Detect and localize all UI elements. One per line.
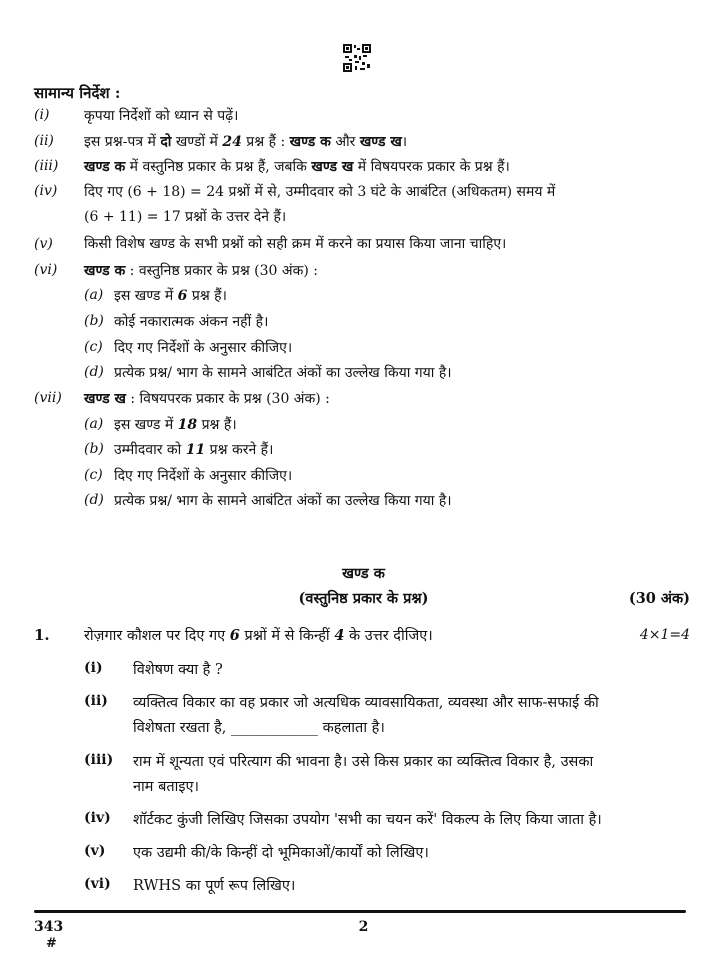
paper-code: 343 [34,919,64,935]
hash-mark: # [46,936,57,951]
instruction-num: (i) [34,107,50,123]
part-number: (vi) [84,876,111,892]
sub-text: उम्मीदवार को 11 प्रश्न करने हैं। [114,442,274,458]
sub-text: दिए गए निर्देशों के अनुसार कीजिए। [114,468,293,484]
sub-text: दिए गए निर्देशों के अनुसार कीजिए। [114,340,293,356]
sub-num: (c) [84,339,103,355]
sub-num: (d) [84,364,104,380]
sub-text: इस खण्ड में 6 प्रश्न हैं। [114,288,227,304]
part-number: (v) [84,843,106,859]
part-number: (i) [84,660,103,676]
part-text: शॉर्टकट कुंजी लिखिए जिसका उपयोग 'सभी का चयन करें' विकल्प के लिए किया जाता है। [133,812,602,828]
instruction-num: (iv) [34,183,58,199]
section-subtitle: (वस्तुनिष्ठ प्रकार के प्रश्न) [298,590,429,607]
sub-num: (b) [84,313,104,329]
sub-text: प्रत्येक प्रश्न/ भाग के सामने आबंटित अंकों का उल्लेख किया गया है। [114,365,452,381]
part-text: नाम बताइए। [133,779,200,795]
instruction-text: खण्ड क में वस्तुनिष्ठ प्रकार के प्रश्न हैं, जबकि खण्ड ख में विषयपरक प्रकार के प्रश्न हैं। [84,159,510,175]
instruction-num: (vii) [34,390,62,406]
question-text: रोज़गार कौशल पर दिए गए 6 प्रश्नों में से किन्हीं 4 के उत्तर दीजिए। [84,627,433,644]
instruction-num: (iii) [34,158,59,174]
sub-text: प्रत्येक प्रश्न/ भाग के सामने आबंटित अंकों का उल्लेख किया गया है। [114,493,452,509]
sub-text: कोई नकारात्मक अंकन नहीं है। [114,314,269,330]
part-text: व्यक्तित्व विकार का वह प्रकार जो अत्यधिक व्यावसायिकता, व्यवस्था और साफ-सफाई की [133,695,599,711]
qr-code-image [343,44,371,72]
part-text: विशेषता रखता है, ____________ कहलाता है। [133,720,385,736]
part-text: एक उद्यमी की/के किन्हीं दो भूमिकाओं/कार्यों को लिखिए। [133,845,429,861]
instruction-num: (ii) [34,133,54,149]
footer-rule [34,910,686,913]
part-text: राम में शून्यता एवं परित्याग की भावना है। उसे किस प्रकार का व्यक्तित्व विकार है, उसका [133,754,594,770]
question-marks: 4×1=4 [639,627,690,643]
sub-text: इस खण्ड में 18 प्रश्न हैं। [114,417,237,433]
sub-num: (d) [84,492,104,508]
part-text: विशेषण क्या है ? [133,662,223,678]
sub-num: (c) [84,467,103,483]
instruction-num: (v) [34,236,53,252]
section-title: खण्ड क [342,565,385,582]
instruction-text: खण्ड ख : विषयपरक प्रकार के प्रश्न (30 अंक) : [84,391,330,407]
instruction-text: (6 + 11) = 17 प्रश्नों के उत्तर देने हैं। [84,209,287,225]
part-text: RWHS का पूर्ण रूप लिखिए। [133,878,296,894]
instruction-text: इस प्रश्न-पत्र में दो खण्डों में 24 प्रश्न हैं : खण्ड क और खण्ड ख। [84,134,408,150]
part-number: (ii) [84,693,108,709]
part-number: (iii) [84,752,114,768]
instruction-text: किसी विशेष खण्ड के सभी प्रश्नों को सही क्रम में करने का प्रयास किया जाना चाहिए। [84,236,507,252]
sub-num: (a) [84,416,104,432]
instruction-num: (vi) [34,262,58,278]
page-number: 2 [358,919,369,935]
instructions-title: सामान्य निर्देश : [34,84,121,102]
instruction-text: कृपया निर्देशों को ध्यान से पढ़ें। [84,108,239,124]
instruction-text: खण्ड क : वस्तुनिष्ठ प्रकार के प्रश्न (30 अंक) : [84,263,318,279]
sub-num: (a) [84,287,104,303]
section-marks: (30 अंक) [628,590,690,607]
question-number: 1. [34,626,50,644]
instruction-text: दिए गए (6 + 18) = 24 प्रश्नों में से, उम्मीदवार को 3 घंटे के आबंटित (अधिकतम) समय में [84,184,556,200]
part-number: (iv) [84,810,111,826]
sub-num: (b) [84,441,104,457]
